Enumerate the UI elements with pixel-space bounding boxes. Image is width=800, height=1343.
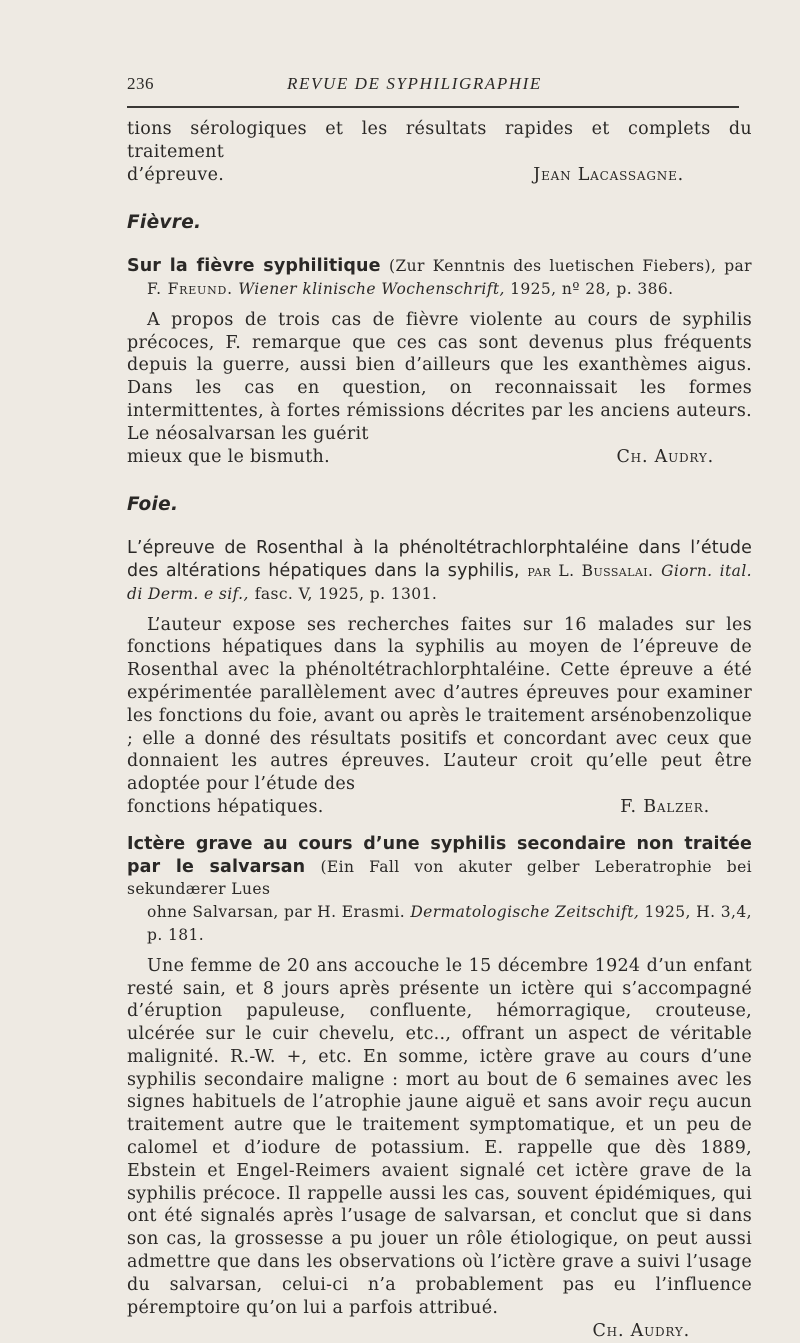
article-body: Une femme de 20 ans accouche le 15 décembre 1924 d’un enfant resté sain, et 8 jours après présente un ictère qui s’accompagné d’éruption papuleuse, confluente, hémorragique, crouteuse, ulcérée sur le cuir chevelu, etc.., offrant un aspect de véritable malignité. R.-W. +, etc. En somme, ictère grave au cours d’une syphilis secondaire maligne : mort au bout de 6 semaines avec les signes habituels de l’atrophie jaune aiguë et sans avoir reçu aucun traitement autre que le traitement symptomatique, et un peu de calomel et d’iodure de potassium. E. rappelle que dès 1889, Ebstein et Engel-Reimers avaient signalé cet ictère grave de la syphilis précoce. Il rappelle aussi les cas, souvent épidémiques, qui ont été signalés après l’usage de salvarsan, et conclut que si dans son cas, la grossesse a pu jouer un rôle étiologique, on peut aussi admettre que dans les observations où l’ictère grave a suivi l’usage du salvarsan, celui-ci n’a probablement pas eu l’influence péremptoire qu’on lui a parfois attribué. bbox=[127, 955, 752, 1318]
section-heading-fievre: Fièvre. bbox=[127, 212, 202, 234]
article-title-line bbox=[127, 537, 752, 605]
citation-page: p. 181. bbox=[147, 925, 205, 944]
article-last-line: mieux que le bismuth. bbox=[127, 446, 330, 467]
article-end bbox=[127, 446, 752, 469]
article-body: A propos de trois cas de fièvre violente au cours de syphilis précoces, F. remarque que ces cas sont devenus plus fréquents depuis la guerre, aussi bien d’ailleurs que les exanthèmes aigus. Dans les cas en question, on reconnaissait les formes intermittentes, à fortes rémissions décrites par les anciens auteurs. Le néosalvarsan les guérit bbox=[127, 309, 752, 444]
journal-name: Wiener klinische Wochenschrift, bbox=[238, 279, 505, 298]
article-last-line: fonctions hépatiques. bbox=[127, 796, 324, 817]
article-title-line bbox=[127, 255, 752, 278]
signature: Jean Lacassagne. bbox=[533, 164, 684, 185]
article-author: par L. Bussalai. bbox=[527, 561, 654, 580]
signature: Ch. Audry. bbox=[616, 446, 714, 467]
section-heading-foie: Foie. bbox=[127, 494, 179, 516]
citation-details: 1925, H. 3,4, bbox=[644, 903, 752, 922]
author-name: F. Freund. bbox=[147, 279, 233, 298]
article-title: Sur la fièvre syphilitique bbox=[127, 256, 381, 277]
article-reference: (Ein Fall von akuter gelber Leberatrophie bei sekundærer Lues bbox=[127, 857, 752, 899]
page-body bbox=[127, 118, 752, 1343]
article-body: L’auteur expose ses recherches faites sur 16 malades sur les fonctions hépatiques dans la syphilis au moyen de l’épreuve de Rosenthal avec la phénoltétrachlorphtaléine. Cette épreuve a été expérimentée parallèlement avec d’autres épreuves pour examiner les fonctions du foie, avant ou après le traitement arsénobenzolique ; elle a donné des résultats positifs et concordant avec ceux que donnaient les autres épreuves. L’auteur croit qu’elle peut être adoptée pour l’étude des bbox=[127, 614, 752, 795]
page-number: 236 bbox=[127, 74, 154, 93]
signature: F. Balzer. bbox=[620, 796, 710, 817]
running-header bbox=[127, 74, 737, 98]
citation-details: 1925, nº 28, p. 386. bbox=[510, 279, 674, 298]
citation-author: ohne Salvarsan, par H. Erasmi. bbox=[147, 903, 406, 922]
journal-name: Dermatologische Zeitschift, bbox=[410, 903, 640, 922]
article-end bbox=[127, 796, 752, 819]
journal-name: Giorn. ital. di Derm. e sif., bbox=[127, 561, 752, 603]
carryover-line: tions sérologiques et les résultats rapides et complets du traitement bbox=[127, 119, 752, 162]
header-rule bbox=[127, 106, 739, 108]
citation-details: fasc. V, 1925, p. 1301. bbox=[254, 584, 438, 603]
carryover-end bbox=[127, 164, 752, 187]
article-title: Ictère grave au cours d’une syphilis secondaire non traitée par le salvarsan bbox=[127, 833, 752, 877]
article-reference: (Zur Kenntnis des luetischen Fiebers), par bbox=[389, 257, 752, 276]
journal-title: REVUE DE SYPHILIGRAPHIE bbox=[287, 74, 542, 93]
signature: Ch. Audry. bbox=[592, 1321, 690, 1342]
article-title-line bbox=[127, 833, 752, 901]
article-title: L’épreuve de Rosenthal à la phénoltétrachlorphtaléine dans l’étude des altérations hépatiques dans la syphilis, bbox=[127, 538, 752, 581]
carryover-text: d’épreuve. bbox=[127, 164, 225, 185]
article-reference-cont bbox=[127, 901, 752, 924]
article-reference-cont bbox=[127, 278, 752, 301]
